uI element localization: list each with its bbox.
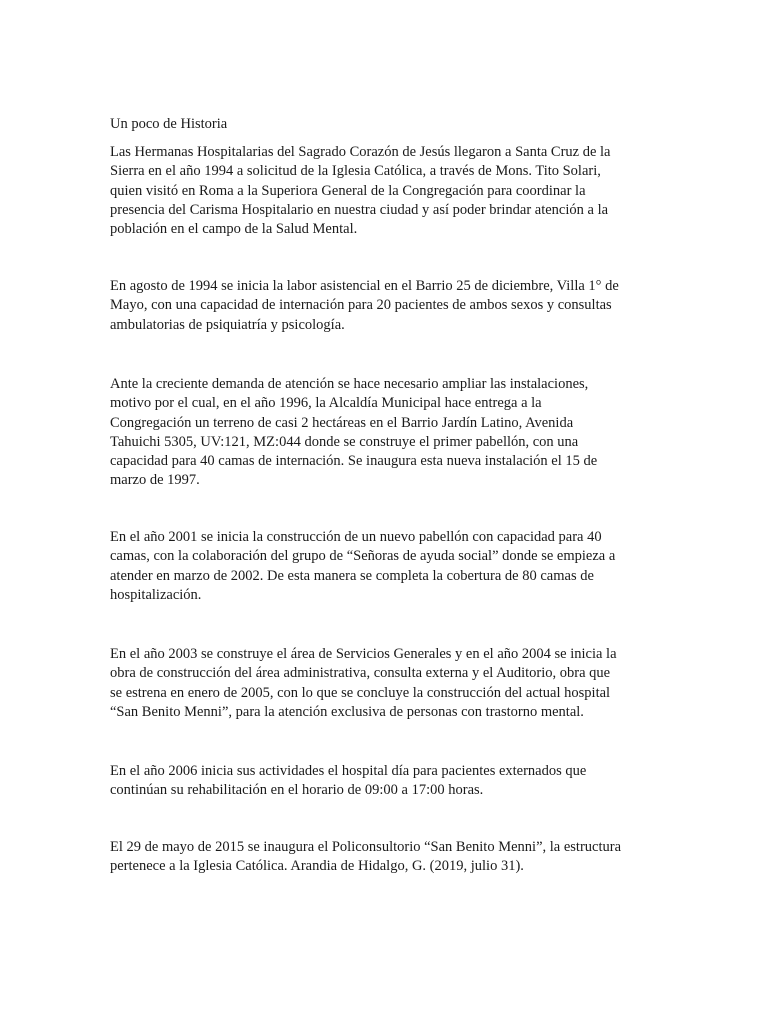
paragraph-line: población en el campo de la Salud Mental. xyxy=(110,221,358,238)
paragraph-line: En agosto de 1994 se inicia la labor asistencial en el Barrio 25 de diciembre, Villa 1° de xyxy=(110,278,619,294)
paragraph-line: obra de construcción del área administrativa, consulta externa y el Auditorio, obra que xyxy=(110,665,611,682)
paragraph-pavilion-2001 xyxy=(110,528,658,605)
document-title: Un poco de Historia xyxy=(110,116,228,132)
paragraph-line: atender en marzo de 2002. De esta manera se completa la cobertura de 80 camas de xyxy=(110,567,594,584)
paragraph-line: En el año 2003 se construye el área de Servicios Generales y en el año 2004 se inicia la xyxy=(110,646,617,662)
paragraph-line: motivo por el cual, en el año 1996, la Alcaldía Municipal hace entrega a la xyxy=(110,395,542,412)
paragraph-line: quien visitó en Roma a la Superiora General de la Congregación para coordinar la xyxy=(110,182,586,199)
paragraph-line: “San Benito Menni”, para la atención exclusiva de personas con trastorno mental. xyxy=(110,703,584,720)
paragraph-line: marzo de 1997. xyxy=(110,472,200,489)
paragraph-line: Mayo, con una capacidad de internación para 20 pacientes de ambos sexos y consultas xyxy=(110,297,612,314)
paragraph-line: se estrena en enero de 2005, con lo que se concluye la construcción del actual hospital xyxy=(110,684,611,701)
paragraph-line: Sierra en el año 1994 a solicitud de la Iglesia Católica, a través de Mons. Tito Solari, xyxy=(110,163,601,180)
paragraph-line: En el año 2001 se inicia la construcción de un nuevo pabellón con capacidad para 40 xyxy=(110,529,602,545)
paragraph-construction-2003 xyxy=(110,645,658,722)
paragraph-line: Congregación un terreno de casi 2 hectáreas en el Barrio Jardín Latino, Avenida xyxy=(110,414,574,431)
paragraph-policonsultorio-2015 xyxy=(110,838,658,877)
paragraph-line: ambulatorias de psiquiatría y psicología. xyxy=(110,316,345,333)
paragraph-line: camas, con la colaboración del grupo de “Señoras de ayuda social” donde se empieza a xyxy=(110,548,616,565)
paragraph-line: capacidad para 40 camas de internación. Se inaugura esta nueva instalación el 15 de xyxy=(110,453,598,470)
paragraph-line: presencia del Carisma Hospitalario en nuestra ciudad y así poder brindar atención a la xyxy=(110,201,609,218)
paragraph-1994-start xyxy=(110,277,658,335)
paragraph-line: El 29 de mayo de 2015 se inaugura el Policonsultorio “San Benito Menni”, la estructura xyxy=(110,839,622,855)
paragraph-line: continúan su rehabilitación en el horario de 09:00 a 17:00 horas. xyxy=(110,782,484,799)
paragraph-expansion-1996 xyxy=(110,375,658,491)
paragraph-line: Tahuichi 5305, UV:121, MZ:044 donde se construye el primer pabellón, con una xyxy=(110,433,579,450)
paragraph-line: hospitalización. xyxy=(110,586,202,603)
paragraph-line: Las Hermanas Hospitalarias del Sagrado Corazón de Jesús llegaron a Santa Cruz de la xyxy=(110,144,611,160)
paragraph-line: Ante la creciente demanda de atención se hace necesario ampliar las instalaciones, xyxy=(110,376,589,392)
paragraph-line: En el año 2006 inicia sus actividades el hospital día para pacientes externados que xyxy=(110,763,587,779)
paragraph-line: pertenece a la Iglesia Católica. Arandia de Hidalgo, G. (2019, julio 31). xyxy=(110,858,524,875)
paragraph-day-hospital-2006 xyxy=(110,762,658,801)
paragraph-arrival xyxy=(110,143,658,239)
